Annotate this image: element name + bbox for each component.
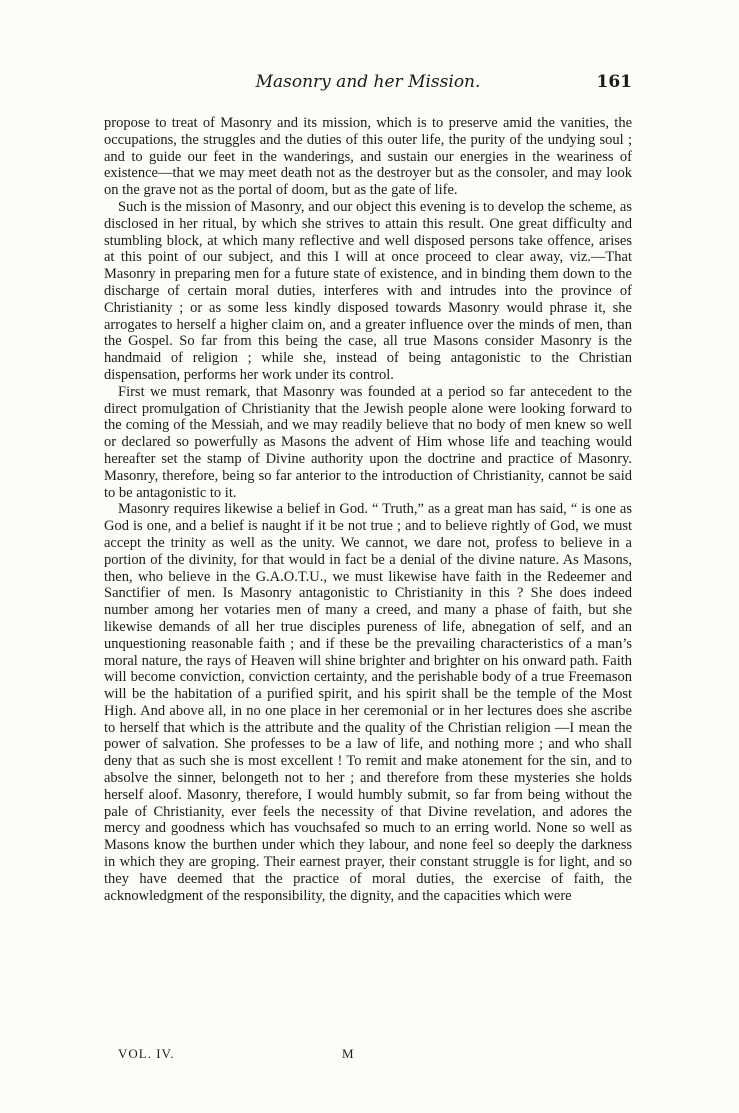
volume-label: VOL. IV. [118, 1046, 175, 1061]
running-title: Masonry and her Mission. [255, 72, 481, 92]
page-number: 161 [596, 72, 632, 92]
running-header [104, 72, 632, 98]
paragraph-1: propose to treat of Masonry and its mission, which is to preserve amid the vanities, the occupations, the struggles and the duties of this outer life, the purity of the undying soul ; and to guide our feet in the wanderings, and sustain our energies in the weariness of existence—that we may meet death not as the destroyer but as the consoler, and may look on the grave not as the portal of doom, but as the gate of life. [104, 115, 632, 199]
paragraph-4: Masonry requires likewise a belief in God. “ Truth,” as a great man has said, “ is one as God is one, and a belief is naught if it be not true ; and to believe rightly of God, we must accept the trinity as well as the unity. We cannot, we dare not, profess to believe in a portion of the divinity, for that would in fact be a denial of the divine nature. As Masons, then, who believe in the G.A.O.T.U., we must likewise have faith in the Redeemer and Sanctifier of men. Is Masonry antagonistic to Christianity in this ? She does indeed number among her votaries men of many a creed, and many a phase of faith, but she likewise demands of all her true disciples pureness of life, abnegation of self, and an unquestioning reasonable faith ; and if these be the prevailing characteristics of a man’s moral nature, the rays of Heaven will shine brighter and brighter on his onward path. Faith will become conviction, conviction certainty, and the perishable body of a true Freemason will be the habitation of a purified spirit, and his spirit shall be the temple of the Most High. And above all, in no one place in her ceremonial or in her lectures does she ascribe to herself that which is the attribute and the quality of the Christian religion —I mean the power of salvation. She professes to be a law of life, and nothing more ; and who shall deny that as such she is most excellent ! To remit and make atonement for the sin, and to absolve the sinner, belongeth not to her ; and therefore from these mysteries she holds herself aloof. Masonry, therefore, I would humbly submit, so far from being without the pale of Christianity, ever feels the necessity of that Divine revelation, and adores the mercy and goodness which has vouchsafed so much to an erring world. None so well as Masons know the burthen under which they labour, and none feel so deeply the darkness in which they are groping. Their earnest prayer, their constant struggle is for light, and so they have deemed that the practice of moral duties, the exercise of faith, the acknowledgment of the responsibility, the dignity, and the capacities which were [104, 501, 632, 904]
body-text [104, 115, 632, 904]
paragraph-2: Such is the mission of Masonry, and our object this evening is to develop the scheme, as disclosed in her ritual, by which she strives to attain this result. One great difficulty and stumbling block, at which many reflective and well disposed persons take offence, arises at this point of our subject, and this I will at once proceed to clear away, viz.—That Masonry in preparing men for a future state of existence, and in binding them down to the discharge of certain moral duties, interferes with and intrudes into the province of Christianity ; or as some less kindly disposed towards Masonry would phrase it, she arrogates to herself a higher claim on, and a greater influence over the minds of men, than the Gospel. So far from this being the case, all true Masons consider Masonry is the handmaid of religion ; while she, instead of being antagonistic to the Christian dispensation, performs her work under its control. [104, 198, 632, 383]
page-footer [118, 1046, 398, 1066]
signature-mark: M [342, 1046, 354, 1061]
paragraph-3: First we must remark, that Masonry was founded at a period so far antecedent to the direct promulgation of Christianity that the Jewish people alone were looking forward to the coming of the Messiah, and we may readily believe that no body of men knew so well or declared so powerfully as Masons the advent of Him whose life and teaching would hereafter set the stamp of Divine authority upon the doctrine and practice of Masonry. Masonry, therefore, being so far anterior to the introduction of Christianity, cannot be said to be antagonistic to it. [104, 383, 632, 501]
